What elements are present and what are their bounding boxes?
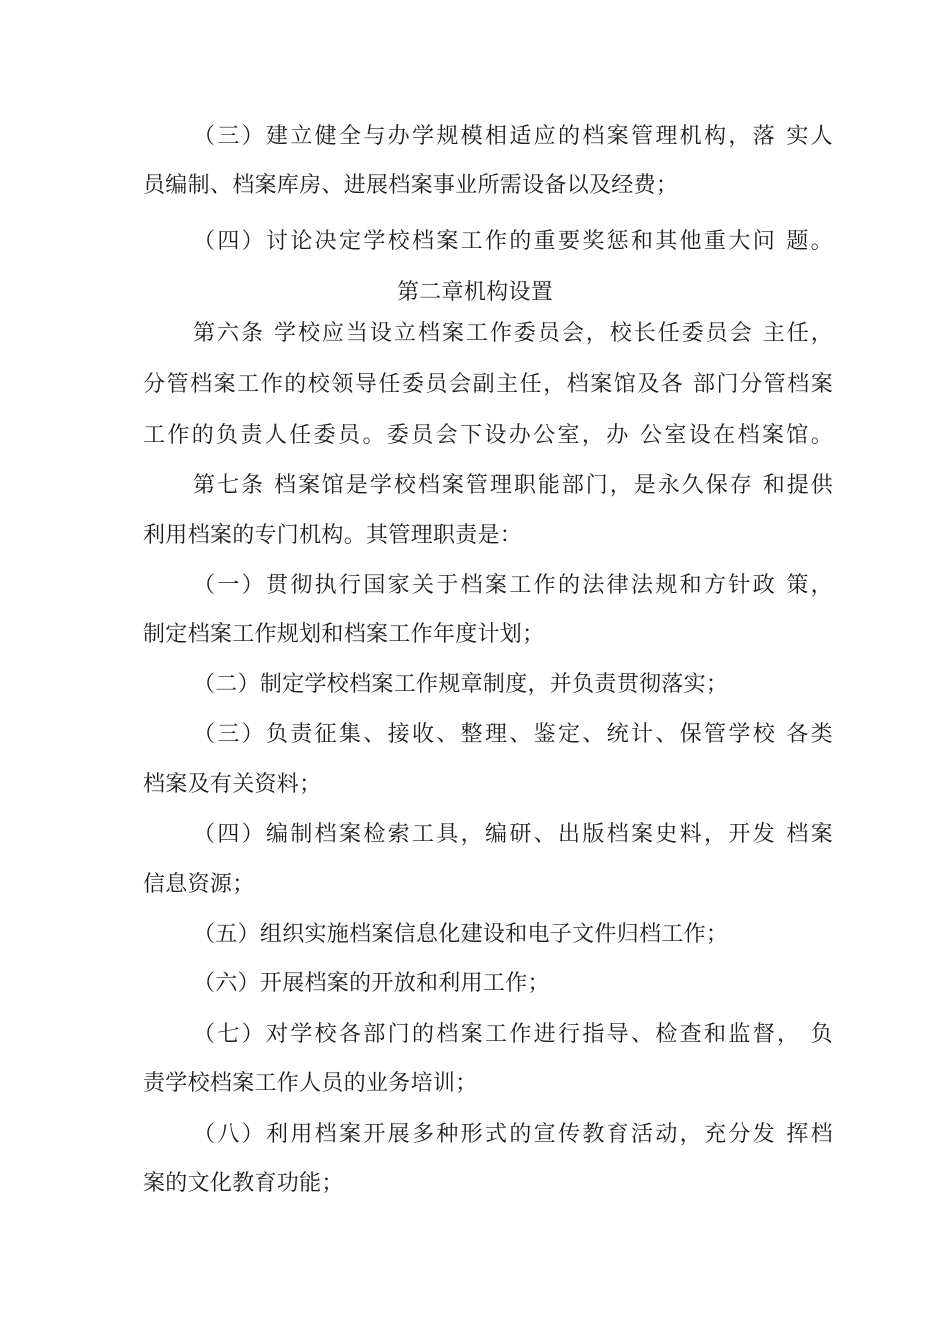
paragraph-line: 案的文化教育功能； bbox=[143, 1171, 344, 1196]
paragraph-line: （三）建立健全与办学规模相适应的档案管理机构，落 实人 bbox=[193, 124, 833, 149]
paragraph-line: 分管档案工作的校领导任委员会副主任，档案馆及各 部门分管档案 bbox=[143, 372, 833, 397]
paragraph-line: 信息资源； bbox=[143, 872, 255, 897]
paragraph-line: 档案及有关资料； bbox=[143, 772, 322, 797]
paragraph-line: （四）讨论决定学校档案工作的重要奖惩和其他重大问 题。 bbox=[193, 229, 833, 254]
paragraph-line: 员编制、档案库房、进展档案事业所需设备以及经费； bbox=[143, 173, 679, 198]
paragraph-line: 制定档案工作规划和档案工作年度计划； bbox=[143, 622, 545, 647]
paragraph-line: （六）开展档案的开放和利用工作； bbox=[193, 971, 550, 996]
paragraph-line: （五）组织实施档案信息化建设和电子文件归档工作； bbox=[193, 922, 729, 947]
chapter-heading: 第二章机构设置 bbox=[396, 280, 554, 305]
paragraph-line: 利用档案的专门机构。其管理职责是： bbox=[143, 523, 523, 548]
paragraph-line: 第六条 学校应当设立档案工作委员会，校长任委员会 主任， bbox=[193, 321, 833, 346]
paragraph-line: （四）编制档案检索工具，编研、出版档案史料，开发 档案 bbox=[193, 822, 833, 847]
paragraph-line: 工作的负责人任委员。委员会下设办公室，办 公室设在档案馆。 bbox=[143, 423, 833, 448]
paragraph-line: （二）制定学校档案工作规章制度，并负责贯彻落实； bbox=[193, 672, 729, 697]
paragraph-line: （三）负责征集、接收、整理、鉴定、统计、保管学校 各类 bbox=[193, 722, 833, 747]
paragraph-line: （七）对学校各部门的档案工作进行指导、检查和监督， 负 bbox=[193, 1022, 833, 1047]
paragraph-line: （一）贯彻执行国家关于档案工作的法律法规和方针政 策， bbox=[193, 573, 833, 598]
paragraph-line: 责学校档案工作人员的业务培训； bbox=[143, 1071, 478, 1096]
paragraph-line: （八）利用档案开展多种形式的宣传教育活动，充分发 挥档 bbox=[193, 1122, 833, 1147]
paragraph-line: 第七条 档案馆是学校档案管理职能部门，是永久保存 和提供 bbox=[193, 473, 833, 498]
